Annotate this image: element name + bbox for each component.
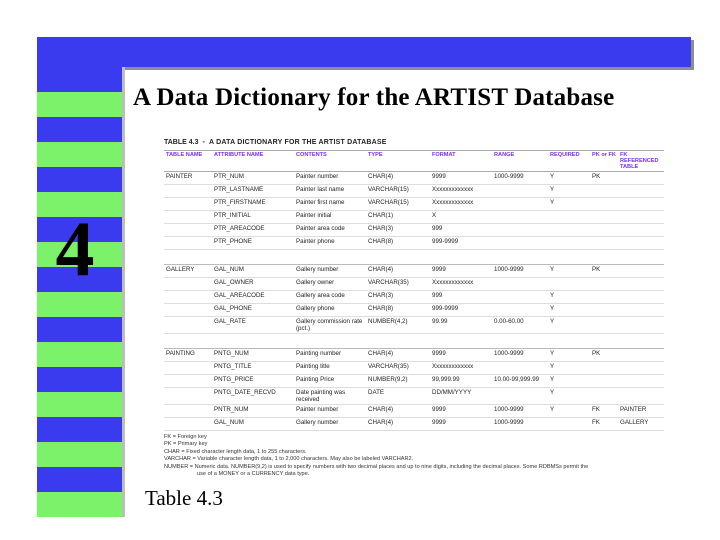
key-cell [590, 185, 618, 198]
contents-cell: Painter number [294, 172, 366, 185]
contents-cell: Painter initial [294, 211, 366, 224]
range-cell [492, 278, 548, 291]
attribute-name-cell: PTR_FIRSTNAME [212, 198, 294, 211]
type-cell: DATE [366, 388, 430, 405]
key-cell [590, 237, 618, 250]
attribute-name-cell: PTR_PHONE [212, 237, 294, 250]
referenced-table-cell [618, 362, 664, 375]
table-name-cell [164, 237, 212, 250]
type-cell: VARCHAR(15) [366, 185, 430, 198]
required-cell [548, 224, 590, 237]
attribute-name-cell: GAL_PHONE [212, 304, 294, 317]
format-cell: Xxxxxxxxxxxxx [430, 185, 492, 198]
table-name-cell: GALLERY [164, 265, 212, 278]
type-cell: CHAR(8) [366, 304, 430, 317]
table-row [164, 375, 664, 388]
type-cell: NUMBER(4,2) [366, 317, 430, 334]
header-range: RANGE [492, 151, 548, 172]
type-cell: VARCHAR(15) [366, 198, 430, 211]
range-cell: 1000-9999 [492, 405, 548, 418]
table-row [164, 224, 664, 237]
range-cell [492, 224, 548, 237]
key-cell [590, 291, 618, 304]
type-cell: CHAR(4) [366, 405, 430, 418]
required-cell: Y [548, 185, 590, 198]
format-cell: 999-9999 [430, 237, 492, 250]
key-cell: FK [590, 405, 618, 418]
table-name-cell: PAINTING [164, 349, 212, 362]
heading-separator-icon: ▪ [202, 139, 205, 146]
type-cell: VARCHAR(35) [366, 362, 430, 375]
header-format: FORMAT [430, 151, 492, 172]
key-cell [590, 278, 618, 291]
note-varchar: VARCHAR = Variable character length data, 1 to 2,000 characters. May also be labeled VARCHAR2. [164, 456, 414, 463]
format-cell: 999 [430, 291, 492, 304]
contents-cell: Gallery number [294, 418, 366, 431]
format-cell: 9999 [430, 418, 492, 431]
type-cell: VARCHAR(35) [366, 278, 430, 291]
referenced-table-cell [618, 237, 664, 250]
contents-cell: Painter number [294, 405, 366, 418]
contents-cell: Date painting was received [294, 388, 366, 405]
table-row [164, 317, 664, 334]
key-cell [590, 375, 618, 388]
required-cell: Y [548, 291, 590, 304]
referenced-table-cell [618, 304, 664, 317]
type-cell: CHAR(1) [366, 211, 430, 224]
note-number-continued: use of a MONEY or a CURRENCY data type. [197, 471, 310, 478]
type-cell: CHAR(4) [366, 172, 430, 185]
type-cell: CHAR(3) [366, 291, 430, 304]
key-cell [590, 224, 618, 237]
note-number: NUMBER = Numeric data. NUMBER(9,2) is used to specify numbers with two decimal places and up to nine digits, including the decimal places. Some RDBMSs permit the [164, 463, 589, 470]
type-cell: NUMBER(9,2) [366, 375, 430, 388]
table-number: TABLE 4.3 [164, 139, 199, 146]
range-cell: 10.00-99,999.99 [492, 375, 548, 388]
format-cell: 9999 [430, 405, 492, 418]
key-cell [590, 362, 618, 375]
required-cell [548, 418, 590, 431]
table-name-cell [164, 185, 212, 198]
note-fk: FK = Foreign key [164, 434, 207, 440]
table-name-cell [164, 388, 212, 405]
range-cell [492, 291, 548, 304]
table-name-cell: PAINTER [164, 172, 212, 185]
type-cell: CHAR(8) [366, 237, 430, 250]
note-char: CHAR = Fixed character length data, 1 to 255 characters. [164, 448, 307, 455]
required-cell [548, 211, 590, 224]
type-cell: CHAR(4) [366, 349, 430, 362]
required-cell: Y [548, 265, 590, 278]
key-cell [590, 304, 618, 317]
table-row [164, 278, 664, 291]
data-dictionary-figure [164, 135, 664, 478]
required-cell: Y [548, 172, 590, 185]
key-cell [590, 317, 618, 334]
table-heading [164, 135, 664, 150]
header-pk-fk: PK or FK [590, 151, 618, 172]
range-cell [492, 362, 548, 375]
table-row [164, 185, 664, 198]
table-name-cell [164, 418, 212, 431]
header-fk-referenced-table: FK REFERENCED TABLE [618, 151, 664, 172]
referenced-table-cell [618, 198, 664, 211]
required-cell [548, 237, 590, 250]
required-cell: Y [548, 405, 590, 418]
contents-cell: Gallery phone [294, 304, 366, 317]
table-row [164, 349, 664, 362]
contents-cell: Painting number [294, 349, 366, 362]
referenced-table-cell [618, 185, 664, 198]
attribute-name-cell: GAL_NUM [212, 418, 294, 431]
required-cell: Y [548, 349, 590, 362]
contents-cell: Gallery owner [294, 278, 366, 291]
required-cell: Y [548, 304, 590, 317]
format-cell: 99.99 [430, 317, 492, 334]
format-cell: 9999 [430, 265, 492, 278]
contents-cell: Painter last name [294, 185, 366, 198]
attribute-name-cell: PTR_INITIAL [212, 211, 294, 224]
required-cell: Y [548, 362, 590, 375]
group-spacer-row [164, 250, 664, 265]
table-name-cell [164, 317, 212, 334]
table-row [164, 418, 664, 431]
key-cell [590, 198, 618, 211]
attribute-name-cell: PNTG_PRICE [212, 375, 294, 388]
table-name-cell [164, 405, 212, 418]
table-name-cell [164, 198, 212, 211]
contents-cell: Painter area code [294, 224, 366, 237]
key-cell: PK [590, 172, 618, 185]
format-cell: 99,999.99 [430, 375, 492, 388]
key-cell: FK [590, 418, 618, 431]
referenced-table-cell: PAINTER [618, 405, 664, 418]
range-cell: 1000-9999 [492, 265, 548, 278]
table-name-cell [164, 211, 212, 224]
range-cell: 1000-9999 [492, 418, 548, 431]
attribute-name-cell: GAL_RATE [212, 317, 294, 334]
title-bar-decoration [37, 37, 691, 67]
attribute-name-cell: PTR_AREACODE [212, 224, 294, 237]
header-contents: CONTENTS [294, 151, 366, 172]
table-row [164, 291, 664, 304]
format-cell: Xxxxxxxxxxxxx [430, 198, 492, 211]
table-notes [164, 434, 664, 478]
attribute-name-cell: GAL_NUM [212, 265, 294, 278]
key-cell [590, 211, 618, 224]
attribute-name-cell: PNTG_TITLE [212, 362, 294, 375]
table-row [164, 237, 664, 250]
type-cell: CHAR(3) [366, 224, 430, 237]
format-cell: 999 [430, 224, 492, 237]
key-cell [590, 388, 618, 405]
format-cell: DD/MM/YYYY [430, 388, 492, 405]
header-attribute-name: ATTRIBUTE NAME [212, 151, 294, 172]
table-row [164, 172, 664, 185]
table-row [164, 198, 664, 211]
range-cell [492, 211, 548, 224]
range-cell: 1000-9999 [492, 349, 548, 362]
range-cell: 0.00-60.00 [492, 317, 548, 334]
striped-side-bar [37, 67, 122, 517]
range-cell [492, 237, 548, 250]
table-name-cell [164, 291, 212, 304]
table-name-cell [164, 278, 212, 291]
note-pk: PK = Primary key [164, 441, 208, 448]
range-cell [492, 198, 548, 211]
format-cell: 999-9999 [430, 304, 492, 317]
chapter-number: 4 [55, 205, 95, 292]
range-cell [492, 304, 548, 317]
referenced-table-cell: GALLERY [618, 418, 664, 431]
referenced-table-cell [618, 317, 664, 334]
range-cell: 1000-9999 [492, 172, 548, 185]
contents-cell: Painter phone [294, 237, 366, 250]
table-name-cell [164, 304, 212, 317]
referenced-table-cell [618, 211, 664, 224]
table-row [164, 304, 664, 317]
type-cell: CHAR(4) [366, 418, 430, 431]
attribute-name-cell: PNTG_NUM [212, 349, 294, 362]
required-cell: Y [548, 317, 590, 334]
table-name-cell [164, 375, 212, 388]
format-cell: 9999 [430, 172, 492, 185]
attribute-name-cell: GAL_AREACODE [212, 291, 294, 304]
required-cell: Y [548, 388, 590, 405]
type-cell: CHAR(4) [366, 265, 430, 278]
slide-title: A Data Dictionary for the ARTIST Database [133, 84, 615, 111]
required-cell: Y [548, 198, 590, 211]
referenced-table-cell [618, 291, 664, 304]
table-row [164, 362, 664, 375]
contents-cell: Gallery commission rate (pct.) [294, 317, 366, 334]
table-body [164, 172, 664, 431]
required-cell [548, 278, 590, 291]
contents-cell: Painting Price [294, 375, 366, 388]
data-dictionary-table [164, 150, 664, 431]
key-cell: PK [590, 349, 618, 362]
referenced-table-cell [618, 265, 664, 278]
table-row [164, 211, 664, 224]
range-cell [492, 185, 548, 198]
format-cell: X [430, 211, 492, 224]
slide-caption: Table 4.3 [145, 486, 223, 510]
attribute-name-cell: GAL_OWNER [212, 278, 294, 291]
referenced-table-cell [618, 388, 664, 405]
key-cell: PK [590, 265, 618, 278]
table-name-cell [164, 224, 212, 237]
contents-cell: Painter first name [294, 198, 366, 211]
contents-cell: Gallery number [294, 265, 366, 278]
header-required: REQUIRED [548, 151, 590, 172]
table-title: A DATA DICTIONARY FOR THE ARTIST DATABASE [208, 139, 387, 146]
referenced-table-cell [618, 172, 664, 185]
format-cell: Xxxxxxxxxxxxx [430, 278, 492, 291]
contents-cell: Gallery area code [294, 291, 366, 304]
table-row [164, 388, 664, 405]
range-cell [492, 388, 548, 405]
referenced-table-cell [618, 375, 664, 388]
header-type: TYPE [366, 151, 430, 172]
referenced-table-cell [618, 278, 664, 291]
required-cell: Y [548, 375, 590, 388]
group-spacer-row [164, 334, 664, 349]
contents-cell: Painting title [294, 362, 366, 375]
format-cell: 9999 [430, 349, 492, 362]
referenced-table-cell [618, 224, 664, 237]
header-table-name: TABLE NAME [164, 151, 212, 172]
side-divider [122, 67, 125, 517]
attribute-name-cell: PTR_NUM [212, 172, 294, 185]
table-header-row [164, 151, 664, 172]
format-cell: Xxxxxxxxxxxxx [430, 362, 492, 375]
table-row [164, 265, 664, 278]
attribute-name-cell: PTR_LASTNAME [212, 185, 294, 198]
attribute-name-cell: PNTR_NUM [212, 405, 294, 418]
attribute-name-cell: PNTG_DATE_RECVD [212, 388, 294, 405]
referenced-table-cell [618, 349, 664, 362]
table-name-cell [164, 362, 212, 375]
table-row [164, 405, 664, 418]
